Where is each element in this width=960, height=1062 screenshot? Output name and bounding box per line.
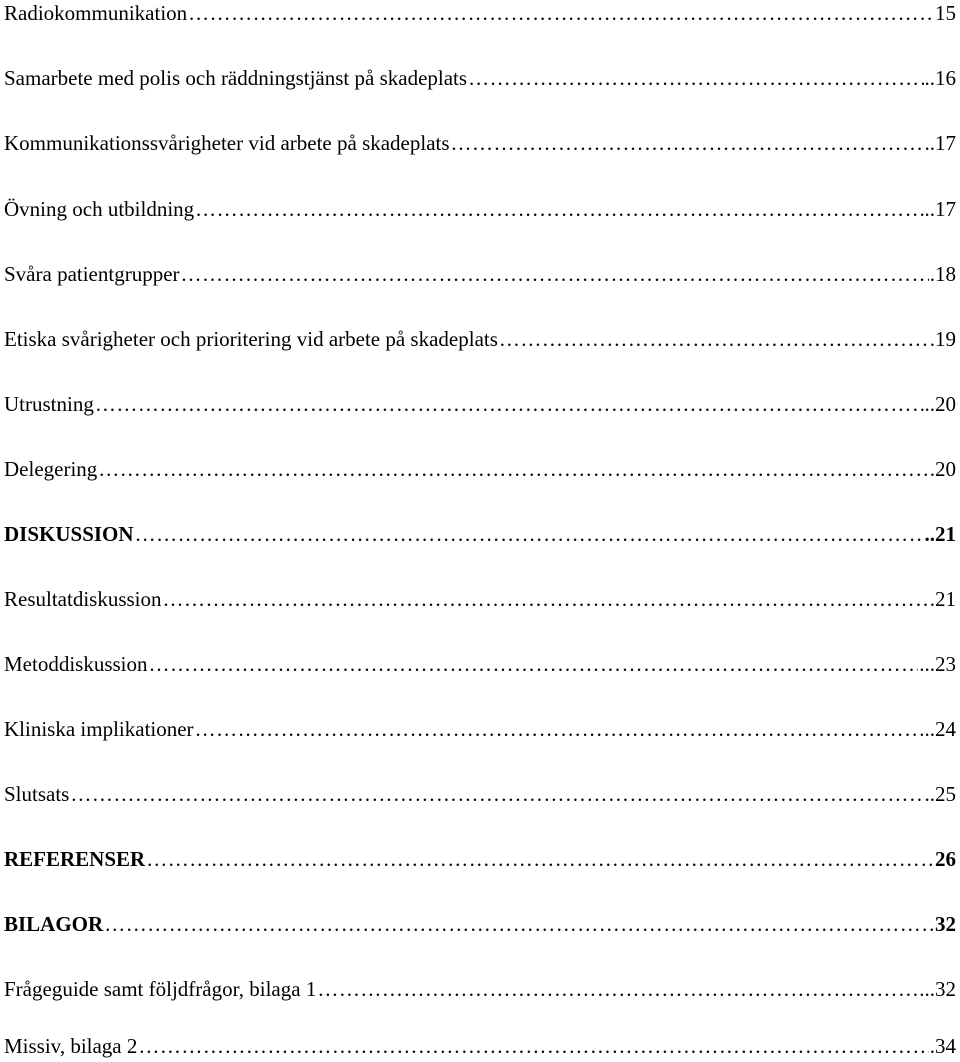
- toc-entry-page: ...23: [919, 652, 956, 676]
- toc-entry-page: .18: [929, 262, 956, 286]
- toc-dot-leader: [181, 258, 929, 290]
- toc-entry-kommunikationssvarigheter: [4, 127, 956, 159]
- toc-dot-leader: [135, 518, 924, 550]
- toc-entry-title: Missiv, bilaga 2: [4, 1034, 138, 1058]
- toc-entry-page: ..16: [924, 66, 956, 90]
- toc-entry-page: 26: [935, 847, 956, 871]
- toc-entry-slutsats: [4, 778, 956, 810]
- toc-entry-title: Samarbete med polis och räddningstjänst på skadeplats: [4, 66, 468, 90]
- toc-dot-leader: [317, 973, 918, 1005]
- toc-entry-resultatdiskussion: [4, 583, 956, 615]
- toc-entry-radiokommunikation: [4, 0, 956, 29]
- toc-entry-samarbete: [4, 62, 956, 94]
- toc-entry-title: Frågeguide samt följdfrågor, bilaga 1: [4, 977, 317, 1001]
- toc-entry-svara-patientgrupper: [4, 258, 956, 290]
- toc-dot-leader: [195, 713, 919, 745]
- toc-entry-missiv: [4, 1030, 956, 1062]
- toc-entry-page: .21: [929, 587, 956, 611]
- toc-entry-page: ...24: [919, 717, 956, 741]
- toc-entry-title: Utrustning: [4, 392, 94, 416]
- toc-entry-diskussion: [4, 518, 956, 550]
- toc-dot-leader: [146, 843, 934, 875]
- toc-dot-leader: [138, 1030, 928, 1062]
- toc-entry-title: REFERENSER: [4, 847, 146, 871]
- toc-entry-page: .20: [929, 457, 956, 481]
- toc-entry-page: ..17: [924, 197, 956, 221]
- toc-entry-page: ..25: [924, 782, 956, 806]
- toc-entry-metoddiskussion: [4, 648, 956, 680]
- toc-entry-page: ..17: [924, 131, 956, 155]
- toc-entry-title: Slutsats: [4, 782, 70, 806]
- toc-entry-page: .34: [929, 1034, 956, 1058]
- toc-entry-etiska-svarigheter: [4, 323, 956, 355]
- toc-entry-page: .19: [929, 327, 956, 351]
- toc-entry-page: ...32: [919, 977, 956, 1001]
- toc-entry-title: Delegering: [4, 457, 98, 481]
- toc-entry-title: Etiska svårigheter och prioritering vid arbete på skadeplats: [4, 327, 498, 351]
- toc-entry-referenser: [4, 843, 956, 875]
- toc-dot-leader: [95, 388, 924, 420]
- toc-entry-title: Kommunikationssvårigheter vid arbete på skadeplats: [4, 131, 450, 155]
- toc-entry-utrustning: [4, 388, 956, 420]
- toc-dot-leader: [163, 583, 929, 615]
- toc-entry-title: Radiokommunikation: [4, 1, 188, 25]
- toc-entry-delegering: [4, 453, 956, 485]
- toc-entry-title: Resultatdiskussion: [4, 587, 162, 611]
- toc-entry-title: DISKUSSION: [4, 522, 134, 546]
- toc-dot-leader: [468, 62, 923, 94]
- toc-entry-title: Övning och utbildning: [4, 197, 195, 221]
- toc-entry-title: Kliniska implikationer: [4, 717, 194, 741]
- toc-entry-kliniska-implikationer: [4, 713, 956, 745]
- toc-dot-leader: [499, 323, 929, 355]
- toc-entry-page: 32: [935, 912, 956, 936]
- toc-dot-leader: [98, 453, 928, 485]
- toc-entry-bilagor: [4, 908, 956, 940]
- toc-dot-leader: [188, 0, 934, 29]
- toc-dot-leader: [149, 648, 919, 680]
- toc-dot-leader: [70, 778, 923, 810]
- toc-entry-page: 15: [935, 1, 956, 25]
- toc-dot-leader: [451, 127, 924, 159]
- toc-dot-leader: [104, 908, 934, 940]
- toc-entry-title: BILAGOR: [4, 912, 104, 936]
- toc-entry-page: ..21: [924, 522, 956, 546]
- toc-entry-title: Svåra patientgrupper: [4, 262, 180, 286]
- toc-entry-page: ..20: [924, 392, 956, 416]
- toc-dot-leader: [195, 193, 923, 225]
- toc-entry-title: Metoddiskussion: [4, 652, 148, 676]
- toc-entry-frageguide: [4, 973, 956, 1005]
- toc-entry-ovning: [4, 193, 956, 225]
